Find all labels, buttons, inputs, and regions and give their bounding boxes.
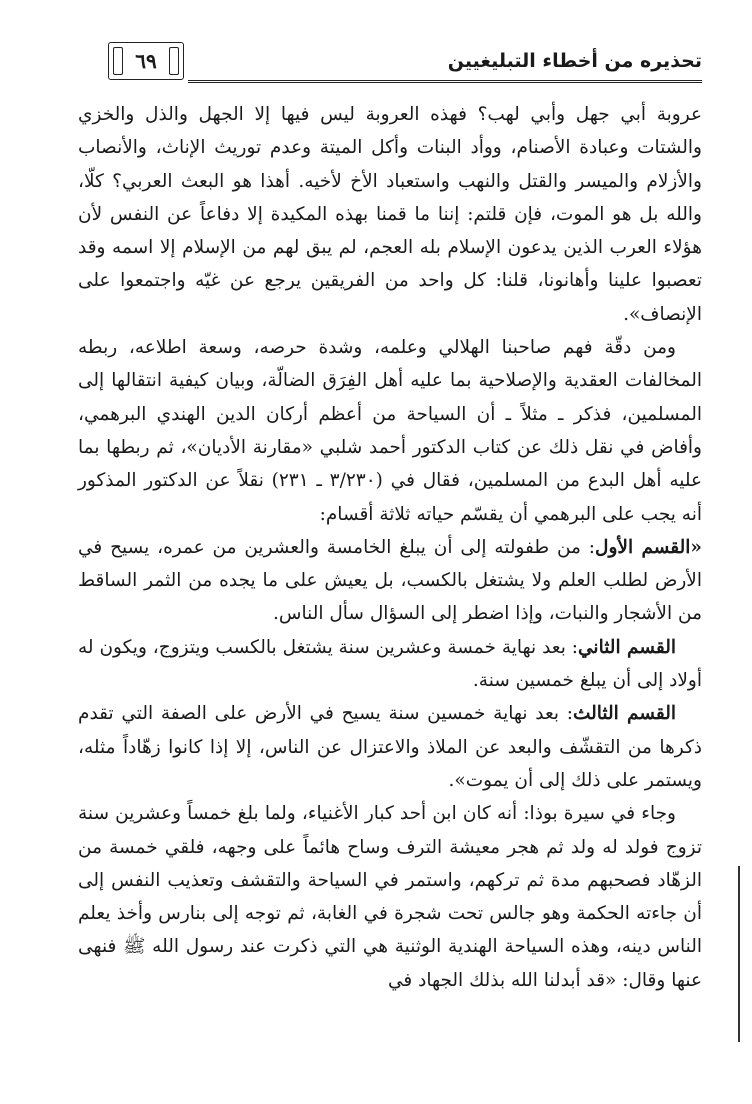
first-stage-text: : من طفولته إلى أن يبلغ الخامسة والعشرين من عمره، يسيح في الأرض لطلب العلم ولا يشتغل بالكسب، بل يعيش على ما يجده من الثمر الساقط من الأشجار والنبات، وإذا اضطر إلى السؤال سأل الناس. bbox=[78, 536, 702, 625]
second-stage-label: القسم الثاني bbox=[578, 636, 676, 658]
paragraph-first-stage bbox=[78, 531, 702, 631]
paragraph-hilali-insight: ومن دقّة فهم صاحبنا الهلالي وعلمه، وشدة حرصه، وسعة اطلاعه، ربطه المخالفات العقدية والإصلاحية بما عليه أهل الفِرَق الضالّة، وبيان كيفية انتقالها إلى المسلمين، فذكر ـ مثلاً ـ أن السياحة من أعظم أركان الدين الهندي البرهمي، وأفاض في نقل ذلك عن كتاب الدكتور أحمد شلبي «مقارنة الأديان»، ثم ربطها بما عليه أهل البدع من المسلمين، فقال في (٣/٢٣٠ ـ ٢٣١) نقلاً عن الدكتور المذكور أنه يجب على البرهمي أن يقسّم حياته ثلاثة أقسام: bbox=[78, 337, 702, 525]
third-stage-label: القسم الثالث bbox=[572, 703, 676, 725]
first-stage-label: «القسم الأول bbox=[595, 536, 702, 558]
page-number: ٦٩ bbox=[135, 49, 157, 73]
second-stage-text: : بعد نهاية خمسة وعشرين سنة يشتغل بالكسب ويتزوج، ويكون له أولاد إلى أن يبلغ خمسين سنة. bbox=[78, 636, 702, 692]
paragraph-buddha: وجاء في سيرة بوذا: أنه كان ابن أحد كبار الأغنياء، ولما بلغ خمساً وعشرين سنة تزوج فولد له ولد ثم هجر معيشة الترف وساح هائماً على وجهه، فلقي خمسة من الزهّاد فصحبهم مدة ثم تركهم، واستمر في السياحة والتقشف وتعذيب النفس إلى أن جاءته الحكمة وهو جالس تحت شجرة في الغابة، ثم توجه إلى بنارس وأخذ يعلم الناس دينه، وهذه السياحة الهندية الوثنية هي التي ذكرت عند رسول الله ﷺ فنهى عنها وقال: «قد أبدلنا الله بذلك الجهاد في bbox=[78, 803, 702, 991]
paragraph-second-stage bbox=[78, 631, 702, 698]
paragraph-third-stage bbox=[78, 697, 702, 797]
body-text bbox=[78, 98, 702, 997]
third-stage-text: : بعد نهاية خمسين سنة يسيح في الأرض على الصفة التي تقدم ذكرها من التقشّف والبعد عن الملاذ والاعتزال عن الناس، إلا إذا كانوا زهّاداً مثله، ويستمر على ذلك إلى أن يموت». bbox=[78, 703, 702, 791]
header-rule bbox=[188, 80, 702, 83]
page-number-frame bbox=[108, 42, 184, 80]
page-edge-mark bbox=[738, 866, 740, 1042]
paragraph-continuation: عروبة أبي جهل وأبي لهب؟ فهذه العروبة ليس فيها إلا الجهل والذل والخزي والشتات وعبادة الأصنام، ووأد البنات وأكل الميتة وعدم توريث الإناث، والأنصاب والأزلام والميسر والقتل والنهب واستعباد الأخ لأخيه. أهذا هو البعث العربي؟ كلّا، والله بل هو الموت، فإن قلتم: إننا ما قمنا بهذه المكيدة إلا دفاعاً عن النفس لأن هؤلاء العرب الذين يدعون الإسلام بله العجم، لم يبق لهم من الإسلام إلا اسمه وقد تعصبوا علينا وأهانونا، قلنا: كل واحد من الفريقين يرجع عن غيّه واجتمعوا على الإنصاف». bbox=[78, 104, 702, 325]
running-title: تحذيره من أخطاء التبليغيين bbox=[447, 50, 702, 72]
page-header bbox=[108, 38, 702, 84]
